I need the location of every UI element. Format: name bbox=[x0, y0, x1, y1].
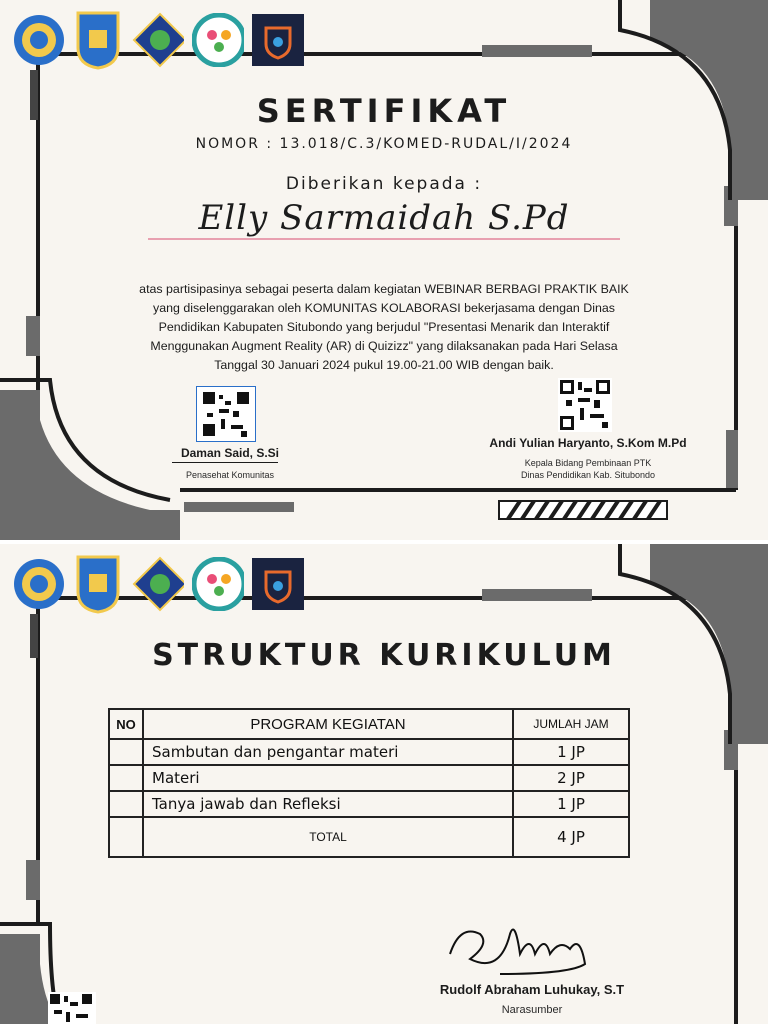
right-signer-role-line1: Kepala Bidang Pembinaan PTK bbox=[524, 458, 652, 468]
hours-cell: 2 JP bbox=[513, 765, 629, 791]
frame-accent bbox=[26, 316, 40, 356]
komunitas-kolaborasi-logo bbox=[252, 12, 304, 68]
given-to-label: Diberikan kepada : bbox=[285, 174, 483, 194]
qr-code-signature bbox=[196, 386, 256, 442]
table-row bbox=[109, 739, 629, 765]
total-label: TOTAL bbox=[143, 817, 513, 857]
column-header: PROGRAM KEGIATAN bbox=[143, 709, 513, 739]
program-cell: Materi bbox=[143, 765, 513, 791]
qr-code-signature bbox=[558, 378, 612, 432]
column-header: JUMLAH JAM bbox=[513, 709, 629, 739]
qr-code-corner bbox=[48, 992, 96, 1024]
curriculum-table bbox=[108, 708, 630, 858]
certificate-title: SERTIFIKAT bbox=[256, 92, 512, 130]
body-line: Pendidikan Kabupaten Situbondo yang berjudul "Presentasi Menarik dan Interaktif bbox=[158, 320, 610, 334]
frame-accent bbox=[482, 45, 592, 57]
row-number bbox=[109, 739, 143, 765]
table-row bbox=[109, 765, 629, 791]
left-signer-role: Penasehat Komunitas bbox=[185, 470, 275, 480]
right-signer-role-line2: Dinas Pendidikan Kab. Situbondo bbox=[520, 470, 656, 480]
komunitas-kolaborasi-logo bbox=[252, 556, 304, 612]
signature-line bbox=[172, 462, 278, 463]
program-cell: Tanya jawab dan Refleksi bbox=[143, 791, 513, 817]
logo-row bbox=[12, 556, 304, 612]
body-line: Menggunakan Augment Reality (AR) di Quizizz" yang dilaksanakan pada Hari Selasa bbox=[150, 339, 618, 353]
row-number bbox=[109, 791, 143, 817]
frame-accent bbox=[726, 430, 738, 488]
tut-wuri-handayani-logo bbox=[12, 12, 64, 68]
situbondo-regency-logo bbox=[72, 12, 124, 68]
handwritten-signature bbox=[440, 914, 600, 984]
curriculum-page bbox=[0, 544, 768, 1024]
frame-accent bbox=[482, 589, 592, 601]
program-cell: Sambutan dan pengantar materi bbox=[143, 739, 513, 765]
striped-bar bbox=[498, 500, 668, 520]
certificate-number: NOMOR : 13.018/C.3/KOMED-RUDAL/I/2024 bbox=[195, 136, 573, 152]
hours-cell: 1 JP bbox=[513, 791, 629, 817]
right-signer-name: Andi Yulian Haryanto, S.Kom M.Pd bbox=[489, 436, 687, 450]
body-line: Tanggal 30 Januari 2024 pukul 19.00-21.00 WIB dengan baik. bbox=[214, 358, 554, 372]
recipient-name: Elly Sarmaidah S.Pd bbox=[198, 198, 570, 238]
dinas-pendidikan-logo bbox=[132, 12, 184, 68]
total-row bbox=[109, 817, 629, 857]
total-value: 4 JP bbox=[513, 817, 629, 857]
community-circle-logo bbox=[192, 12, 244, 68]
body-line: atas partisipasinya sebagai peserta dalam kegiatan WEBINAR BERBAGI PRAKTIK BAIK bbox=[139, 282, 629, 296]
body-line: yang diselenggarakan oleh KOMUNITAS KOLABORASI bekerjasama dengan Dinas bbox=[153, 301, 615, 315]
curriculum-title: STRUKTUR KURIKULUM bbox=[152, 638, 616, 673]
column-header: NO bbox=[109, 709, 143, 739]
table-row bbox=[109, 791, 629, 817]
frame-bottom-line bbox=[180, 488, 736, 492]
frame-accent bbox=[26, 860, 40, 900]
frame-accent bbox=[184, 502, 294, 512]
dinas-pendidikan-logo bbox=[132, 556, 184, 612]
hours-cell: 1 JP bbox=[513, 739, 629, 765]
row-number bbox=[109, 765, 143, 791]
community-circle-logo bbox=[192, 556, 244, 612]
certificate-body bbox=[60, 280, 708, 375]
left-signer-name: Daman Said, S.Si bbox=[180, 446, 280, 460]
name-underline bbox=[148, 238, 620, 240]
speaker-role: Narasumber bbox=[501, 1004, 563, 1016]
logo-row bbox=[12, 12, 304, 68]
tut-wuri-handayani-logo bbox=[12, 556, 64, 612]
speaker-name: Rudolf Abraham Luhukay, S.T bbox=[439, 982, 625, 997]
situbondo-regency-logo bbox=[72, 556, 124, 612]
